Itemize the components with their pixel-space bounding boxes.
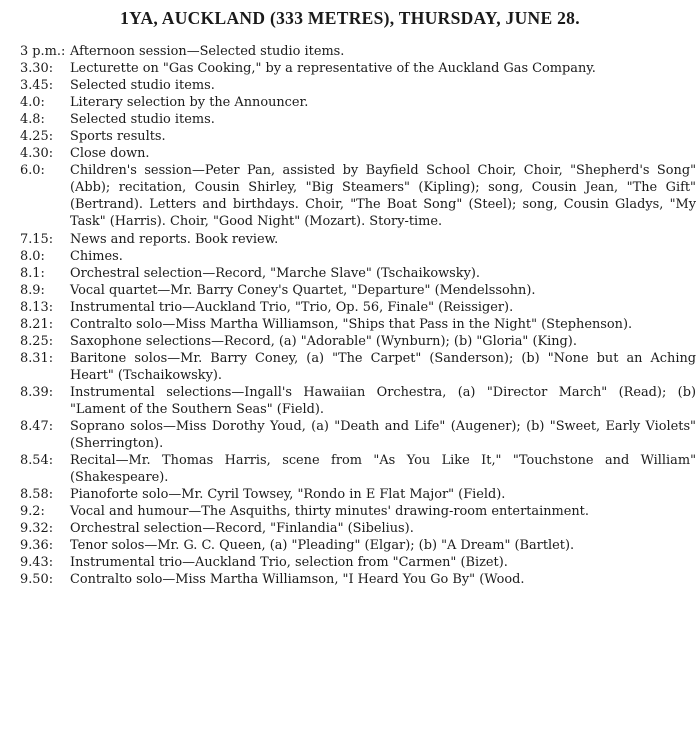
entry-text: Afternoon session—Selected studio items. xyxy=(70,44,345,59)
entry-time: 8.1: xyxy=(20,265,45,281)
entry-time: 3.45: xyxy=(20,78,54,94)
entry-text: Contralto solo—Miss Martha Williamson, "Ships that Pass in the Night" (Stephenson). xyxy=(70,316,633,332)
programme-entry xyxy=(20,333,696,350)
entry-time: 8.31: xyxy=(20,350,54,366)
entry-time: 8.58: xyxy=(20,487,54,503)
programme-entry xyxy=(20,43,696,60)
programme-entry xyxy=(20,554,696,571)
entry-text: News and reports. Book review. xyxy=(70,231,279,247)
entry-time: 9.50: xyxy=(20,572,54,588)
entry-text: Children's session—Peter Pan, assisted by Bayfield School Choir, Choir, "Shepherd's Song" (Abb); recitation, Cousin Shirley, "Big Steamers" (Kipling); song, Cousin Jean, "The Gift" (Bertrand). Letters and birthdays. Choir, "The Boat Song" (Steel); song, Cousin Gladys, "My Task" (Harris). Choir, "Good Night" (Mozart). Story-time. xyxy=(70,163,696,230)
entry-text: Close down. xyxy=(70,146,150,162)
entry-time: 8.25: xyxy=(20,333,54,349)
entry-time: 9.2: xyxy=(20,504,45,520)
entry-text: Saxophone selections—Record, (a) "Adorable" (Wynburn); (b) "Gloria" (King). xyxy=(70,333,577,349)
entry-text: Selected studio items. xyxy=(70,112,215,128)
entry-time: 4.0: xyxy=(20,95,45,111)
entry-text: Selected studio items. xyxy=(70,78,215,94)
entry-time: 4.25: xyxy=(20,129,54,145)
entry-time: 8.54: xyxy=(20,453,54,469)
entry-time: 9.32: xyxy=(20,521,54,537)
entry-text: Vocal and humour—The Asquiths, thirty minutes' drawing-room entertainment. xyxy=(70,504,589,520)
programme-entry xyxy=(20,486,696,503)
programme-entry xyxy=(20,94,696,111)
entry-time: 9.36: xyxy=(20,538,54,554)
entry-time: 4.8: xyxy=(20,112,45,128)
programme-entry xyxy=(20,162,696,230)
entry-time: 9.43: xyxy=(20,555,54,571)
programme-entry xyxy=(20,60,696,77)
programme-entry xyxy=(20,145,696,162)
entry-text: Instrumental selections—Ingall's Hawaiian Orchestra, (a) "Director March" (Read); (b) "Lament of the Southern Seas" (Field). xyxy=(70,384,696,417)
entry-time: 7.15: xyxy=(20,231,54,247)
programme-entry xyxy=(20,418,696,452)
entry-time: 6.0: xyxy=(20,163,45,179)
programme-entry xyxy=(20,282,696,299)
programme-entry xyxy=(20,265,696,282)
programme-entry xyxy=(20,384,696,418)
entry-text: Lecturette on "Gas Cooking," by a representative of the Auckland Gas Company. xyxy=(70,61,596,77)
entry-text: Sports results. xyxy=(70,129,166,145)
entry-time: 8.21: xyxy=(20,316,54,332)
programme-entry xyxy=(20,111,696,128)
entry-time: 4.30: xyxy=(20,146,54,162)
entry-text: Recital—Mr. Thomas Harris, scene from "As You Like It," "Touchstone and William" (Shakespeare). xyxy=(70,453,696,486)
entry-text: Soprano solos—Miss Dorothy Youd, (a) "Death and Life" (Augener); (b) "Sweet, Early Violets" (Sherrington). xyxy=(70,419,696,452)
entry-text: Vocal quartet—Mr. Barry Coney's Quartet, "Departure" (Mendelssohn). xyxy=(70,282,536,298)
programme-entry xyxy=(20,503,696,520)
entry-time: 8.13: xyxy=(20,299,54,315)
programme-entry xyxy=(20,537,696,554)
entry-text: Orchestral selection—Record, "Marche Slave" (Tschaikowsky). xyxy=(70,265,481,281)
entry-time: 8.39: xyxy=(20,384,54,400)
entry-text: Chimes. xyxy=(70,248,123,264)
entry-text: Baritone solos—Mr. Barry Coney, (a) "The Carpet" (Sanderson); (b) "None but an Aching Heart" (Tschaikowsky). xyxy=(70,350,696,383)
entry-time: 8.47: xyxy=(20,419,54,435)
programme-entry xyxy=(20,452,696,486)
entry-text: Instrumental trio—Auckland Trio, selection from "Carmen" (Bizet). xyxy=(70,555,508,571)
entry-text: Instrumental trio—Auckland Trio, "Trio, Op. 56, Finale" (Reissiger). xyxy=(70,299,514,315)
programme-entry xyxy=(20,248,696,265)
entry-text: Pianoforte solo—Mr. Cyril Towsey, "Rondo in E Flat Major" (Field). xyxy=(70,487,506,503)
programme-entry xyxy=(20,316,696,333)
entry-time: 8.0: xyxy=(20,248,45,264)
entry-text: Tenor solos—Mr. G. C. Queen, (a) "Pleading" (Elgar); (b) "A Dream" (Bartlet). xyxy=(70,538,575,554)
programme-entry xyxy=(20,571,696,588)
programme-entry xyxy=(20,299,696,316)
entry-time: 3.30: xyxy=(20,61,54,77)
entry-time: 3 p.m.: xyxy=(20,44,66,59)
entry-time: 8.9: xyxy=(20,282,45,298)
entry-text: Orchestral selection—Record, "Finlandia" (Sibelius). xyxy=(70,521,414,537)
programme-entry xyxy=(20,231,696,248)
programme-heading: 1YA, AUCKLAND (333 METRES), THURSDAY, JUNE 28. xyxy=(120,8,580,28)
programme-entry xyxy=(20,128,696,145)
programme-entry xyxy=(20,350,696,384)
programme-entry xyxy=(20,77,696,94)
programme-list xyxy=(20,43,696,589)
entry-text: Literary selection by the Announcer. xyxy=(70,95,309,111)
entry-text: Contralto solo—Miss Martha Williamson, "I Heard You Go By" (Wood. xyxy=(70,572,525,588)
programme-entry xyxy=(20,520,696,537)
